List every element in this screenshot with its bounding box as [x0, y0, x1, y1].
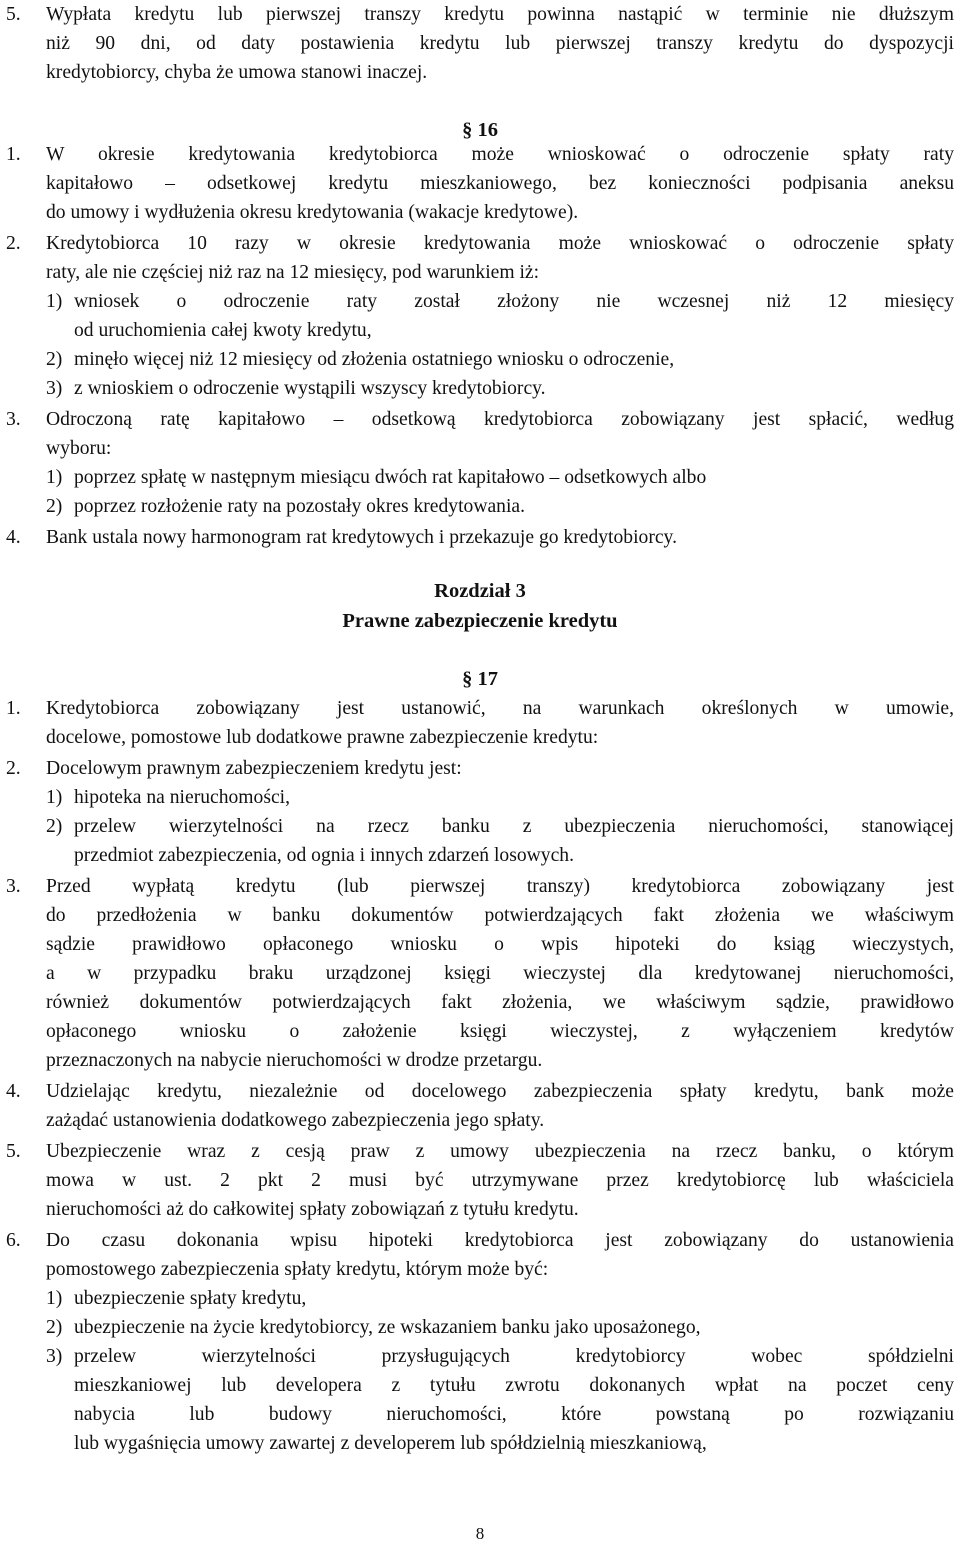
s17-item-6-sub-item-line: ubezpieczenie na życie kredytobiorcy, ze wskazaniem banku jako uposażonego,	[74, 1317, 701, 1338]
s17-item-6-line: Do czasu dokonania wpisu hipoteki kredytobiorca jest zobowiązany do ustanowienia	[46, 1230, 954, 1251]
s16-item-4-number: 4.	[6, 527, 21, 548]
s17-item-2-sub-item-line: przedmiot zabezpieczenia, od ognia i innych zdarzeń losowych.	[74, 845, 574, 866]
s16-item-2-sub-item-line: wniosek o odroczenie raty został złożony nie wczesnej niż 12 miesięcy	[74, 291, 954, 312]
s16-item-3-number: 3.	[6, 409, 21, 430]
s16-item-1-line: W okresie kredytowania kredytobiorca może wnioskować o odroczenie spłaty raty	[46, 144, 954, 165]
s17-item-1-number: 1.	[6, 698, 21, 719]
s17-item-5-line: Ubezpieczenie wraz z cesją praw z umowy ubezpieczenia na rzecz banku, o którym	[46, 1141, 954, 1162]
s16-item-2-line: raty, ale nie częściej niż raz na 12 miesięcy, pod warunkiem iż:	[46, 262, 540, 283]
s17-item-3-line: sądzie prawidłowo opłaconego wniosku o wpis hipoteki do ksiąg wieczystych,	[46, 934, 954, 955]
s17-item-6-sub-item-line: lub wygaśnięcia umowy zawartej z developerem lub spółdzielnią mieszkaniową,	[74, 1433, 707, 1454]
s16-item-3-line: wyboru:	[46, 438, 112, 459]
s16-item-2-sub-item-number: 3)	[46, 378, 63, 399]
item-5-line: niż 90 dni, od daty postawienia kredytu lub pierwszej transzy kredytu do dyspozycji	[46, 33, 954, 54]
s17-item-4-line: Udzielając kredytu, niezależnie od docelowego zabezpieczenia spłaty kredytu, bank może	[46, 1081, 954, 1102]
s17-item-2-sub-item-number: 1)	[46, 787, 63, 808]
item-5-line: Wypłata kredytu lub pierwszej transzy kredytu powinna nastąpić w terminie nie dłuższym	[46, 4, 954, 25]
s17-item-3-line: opłaconego wniosku o założenie księgi wieczystej, z wyłączeniem kredytów	[46, 1021, 954, 1042]
s17-item-2-line: Docelowym prawnym zabezpieczeniem kredytu jest:	[46, 758, 462, 779]
s17-item-6-sub-item-line: mieszkaniowej lub developera z tytułu zwrotu dokonanych wpłat na poczet ceny	[74, 1375, 954, 1396]
s17-item-3-line: również dokumentów potwierdzających fakt złożenia, we właściwym sądzie, prawidłowo	[46, 992, 954, 1013]
s17-item-3-line: do przedłożenia w banku dokumentów potwierdzających fakt złożenia we właściwym	[46, 905, 954, 926]
s17-item-5-line: mowa w ust. 2 pkt 2 musi być utrzymywane przez kredytobiorcę lub właściciela	[46, 1170, 954, 1191]
s17-item-3-line: przeznaczonych na nabycie nieruchomości w drodze przetargu.	[46, 1050, 543, 1071]
s16-item-3-sub-item-number: 1)	[46, 467, 63, 488]
s16-item-1-line: do umowy i wydłużenia okresu kredytowania (wakacje kredytowe).	[46, 202, 579, 223]
s17-item-6-sub-item-line: ubezpieczenie spłaty kredytu,	[74, 1288, 307, 1309]
s17-item-6-sub-item-line: nabycia lub budowy nieruchomości, które powstaną po rozwiązaniu	[74, 1404, 954, 1425]
s17-item-6-number: 6.	[6, 1230, 21, 1251]
s16-item-2-sub-item-line: od uruchomienia całej kwoty kredytu,	[74, 320, 372, 341]
section-16-title: § 16	[462, 119, 498, 141]
s17-item-6-sub-item-number: 1)	[46, 1288, 63, 1309]
item-5-line: kredytobiorcy, chyba że umowa stanowi inaczej.	[46, 62, 428, 83]
page-number: 8	[475, 1524, 485, 1543]
s17-item-6-sub-item-line: przelew wierzytelności przysługujących kredytobiorcy wobec spółdzielni	[74, 1346, 954, 1367]
s17-item-5-number: 5.	[6, 1141, 21, 1162]
s16-item-2-sub-item-line: z wnioskiem o odroczenie wystąpili wszyscy kredytobiorcy.	[74, 378, 546, 399]
chapter-label: Rozdział 3	[434, 580, 526, 602]
s16-item-2-number: 2.	[6, 233, 21, 254]
s17-item-3-number: 3.	[6, 876, 21, 897]
s16-item-3-sub-item-number: 2)	[46, 496, 63, 517]
s17-item-4-line: zażądać ustanowienia dodatkowego zabezpieczenia jego spłaty.	[46, 1110, 545, 1131]
s17-item-2-sub-item-number: 2)	[46, 816, 63, 837]
s16-item-2-sub-item-number: 2)	[46, 349, 63, 370]
s17-item-1-line: Kredytobiorca zobowiązany jest ustanowić, na warunkach określonych w umowie,	[46, 698, 954, 719]
s17-item-6-line: pomostowego zabezpieczenia spłaty kredytu, którym może być:	[46, 1259, 549, 1280]
s17-item-5-line: nieruchomości aż do całkowitej spłaty zobowiązań z tytułu kredytu.	[46, 1199, 579, 1220]
s16-item-2-line: Kredytobiorca 10 razy w okresie kredytowania może wnioskować o odroczenie spłaty	[46, 233, 954, 254]
s16-item-1-number: 1.	[6, 144, 21, 165]
s16-item-3-line: Odroczoną ratę kapitałowo – odsetkową kredytobiorca zobowiązany jest spłacić, według	[46, 409, 954, 430]
s16-item-2-sub-item-number: 1)	[46, 291, 63, 312]
s16-item-2-sub-item-line: minęło więcej niż 12 miesięcy od złożenia ostatniego wniosku o odroczenie,	[74, 349, 675, 370]
s17-item-6-sub-item-number: 3)	[46, 1346, 63, 1367]
item-5-number: 5.	[6, 4, 21, 25]
s17-item-4-number: 4.	[6, 1081, 21, 1102]
section-17-title: § 17	[462, 668, 498, 690]
s16-item-4-line: Bank ustala nowy harmonogram rat kredytowych i przekazuje go kredytobiorcy.	[46, 527, 677, 548]
s17-item-6-sub-item-number: 2)	[46, 1317, 63, 1338]
s17-item-3-line: a w przypadku braku urządzonej księgi wieczystej dla kredytowanej nieruchomości,	[46, 963, 954, 984]
s17-item-2-number: 2.	[6, 758, 21, 779]
chapter-title: Prawne zabezpieczenie kredytu	[342, 610, 618, 632]
s17-item-2-sub-item-line: hipoteka na nieruchomości,	[74, 787, 291, 808]
s16-item-1-line: kapitałowo – odsetkowej kredytu mieszkaniowego, bez konieczności podpisania aneksu	[46, 173, 954, 194]
s16-item-3-sub-item-line: poprzez rozłożenie raty na pozostały okres kredytowania.	[74, 496, 526, 517]
s17-item-3-line: Przed wypłatą kredytu (lub pierwszej transzy) kredytobiorca zobowiązany jest	[46, 876, 954, 897]
s16-item-3-sub-item-line: poprzez spłatę w następnym miesiącu dwóch rat kapitałowo – odsetkowych albo	[74, 467, 707, 488]
s17-item-1-line: docelowe, pomostowe lub dodatkowe prawne zabezpieczenie kredytu:	[46, 727, 599, 748]
s17-item-2-sub-item-line: przelew wierzytelności na rzecz banku z ubezpieczenia nieruchomości, stanowiącej	[74, 816, 954, 837]
